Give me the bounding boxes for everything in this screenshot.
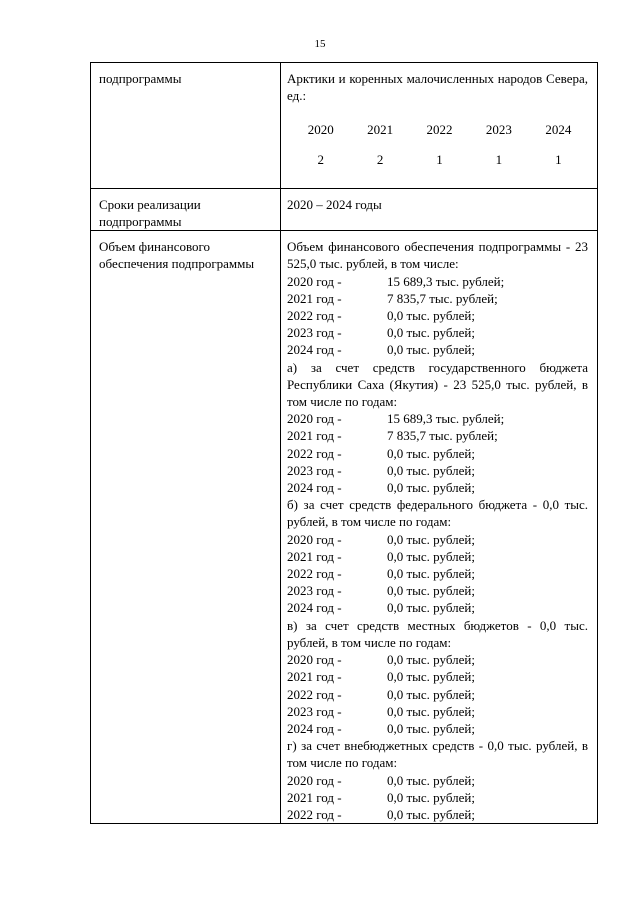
amount: 0,0 тыс. рублей; xyxy=(387,806,475,822)
indicator-text: Арктики и коренных малочисленных народов Севера, ед.: xyxy=(287,71,588,104)
amount: 0,0 тыс. рублей; xyxy=(387,772,475,788)
year-label: 2022 год - xyxy=(287,806,342,822)
amount: 0,0 тыс. рублей; xyxy=(387,462,475,478)
year-label: 2021 год - xyxy=(287,789,342,805)
year-cell: 2021 xyxy=(367,122,394,138)
amount: 0,0 тыс. рублей; xyxy=(387,480,475,496)
year-cell: 2023 xyxy=(485,122,512,138)
amount: 0,0 тыс. рублей; xyxy=(387,325,475,341)
funding-intro: Объем финансового обеспечения подпрограммы - 23 525,0 тыс. рублей, в том числе: xyxy=(287,239,588,272)
year-label: 2020 год - xyxy=(287,411,342,427)
year-label: 2021 год - xyxy=(287,290,342,306)
program-passport-table xyxy=(90,62,598,824)
year-label: 2020 год - xyxy=(287,652,342,668)
list-item xyxy=(287,531,588,548)
amount: 0,0 тыс. рублей; xyxy=(387,789,475,805)
year-label: 2021 год - xyxy=(287,428,342,444)
row-value xyxy=(281,63,598,189)
list-item xyxy=(287,290,588,307)
amount: 0,0 тыс. рублей; xyxy=(387,652,475,668)
count-cell: 2 xyxy=(317,151,324,167)
list-item xyxy=(287,307,588,324)
year-label: 2024 год - xyxy=(287,600,342,616)
amount: 0,0 тыс. рублей; xyxy=(387,583,475,599)
list-item xyxy=(287,273,588,290)
amount: 7 835,7 тыс. рублей; xyxy=(387,290,498,306)
row-label: Объем финансового обеспечения подпрограммы xyxy=(91,231,281,824)
year-label: 2022 год - xyxy=(287,445,342,461)
section-heading: б) за счет средств федерального бюджета - 0,0 тыс. рублей, в том числе по годам: xyxy=(287,497,588,530)
amount: 15 689,3 тыс. рублей; xyxy=(387,273,505,289)
amount: 7 835,7 тыс. рублей; xyxy=(387,428,498,444)
list-item xyxy=(287,410,588,427)
table-row xyxy=(91,63,598,189)
list-item xyxy=(287,703,588,720)
year-label: 2022 год - xyxy=(287,566,342,582)
year-cell: 2024 xyxy=(545,122,572,138)
year-label: 2020 год - xyxy=(287,772,342,788)
count-cell: 1 xyxy=(555,151,562,167)
amount: 0,0 тыс. рублей; xyxy=(387,342,475,358)
list-item xyxy=(287,565,588,582)
amount: 0,0 тыс. рублей; xyxy=(387,566,475,582)
section-lines xyxy=(287,410,588,496)
amount: 0,0 тыс. рублей; xyxy=(387,445,475,461)
list-item xyxy=(287,479,588,496)
amount: 15 689,3 тыс. рублей; xyxy=(387,411,505,427)
count-cell: 1 xyxy=(495,151,503,167)
amount: 0,0 тыс. рублей; xyxy=(387,720,475,736)
list-item xyxy=(287,548,588,565)
list-item xyxy=(287,324,588,341)
year-label: 2023 год - xyxy=(287,325,342,341)
year-label: 2024 год - xyxy=(287,342,342,358)
indicator-years xyxy=(287,121,588,138)
list-item xyxy=(287,686,588,703)
section-lines xyxy=(287,651,588,737)
year-label: 2022 год - xyxy=(287,308,342,324)
year-cell: 2020 xyxy=(307,122,334,138)
row-value: 2020 – 2024 годы xyxy=(281,188,598,230)
year-label: 2021 год - xyxy=(287,669,342,685)
year-label: 2024 год - xyxy=(287,720,342,736)
list-item xyxy=(287,789,588,806)
amount: 0,0 тыс. рублей; xyxy=(387,308,475,324)
list-item xyxy=(287,582,588,599)
list-item xyxy=(287,445,588,462)
section-heading: в) за счет средств местных бюджетов - 0,0 тыс. рублей, в том числе по годам: xyxy=(287,617,588,650)
year-cell: 2022 xyxy=(426,122,453,138)
section-heading: г) за счет внебюджетных средств - 0,0 тыс. рублей, в том числе по годам: xyxy=(287,738,588,771)
amount: 0,0 тыс. рублей; xyxy=(387,703,475,719)
section-lines xyxy=(287,531,588,617)
amount: 0,0 тыс. рублей; xyxy=(387,600,475,616)
year-label: 2023 год - xyxy=(287,703,342,719)
table-row xyxy=(91,231,598,824)
row-label: Сроки реализации подпрограммы xyxy=(91,188,281,230)
row-label: подпрограммы xyxy=(91,63,281,189)
amount: 0,0 тыс. рублей; xyxy=(387,686,475,702)
year-label: 2023 год - xyxy=(287,462,342,478)
amount: 0,0 тыс. рублей; xyxy=(387,548,475,564)
list-item xyxy=(287,599,588,616)
year-label: 2022 год - xyxy=(287,686,342,702)
year-label: 2024 год - xyxy=(287,480,342,496)
section-heading: а) за счет средств государственного бюджета Республики Саха (Якутия) - 23 525,0 тыс. рублей, в том числе по годам: xyxy=(287,359,588,410)
amount: 0,0 тыс. рублей; xyxy=(387,669,475,685)
list-item xyxy=(287,806,588,823)
list-item xyxy=(287,651,588,668)
list-item xyxy=(287,668,588,685)
list-item xyxy=(287,427,588,444)
row-value xyxy=(281,231,598,824)
amount: 0,0 тыс. рублей; xyxy=(387,531,475,547)
list-item xyxy=(287,772,588,789)
funding-total-lines xyxy=(287,273,588,359)
year-label: 2020 год - xyxy=(287,273,342,289)
table-row xyxy=(91,188,598,230)
year-label: 2021 год - xyxy=(287,548,342,564)
page-number: 15 xyxy=(314,38,326,50)
list-item xyxy=(287,462,588,479)
count-cell: 2 xyxy=(376,151,384,167)
count-cell: 1 xyxy=(436,151,443,167)
indicator-counts xyxy=(287,151,588,188)
section-lines xyxy=(287,772,588,824)
year-label: 2023 год - xyxy=(287,583,342,599)
list-item xyxy=(287,720,588,737)
year-label: 2020 год - xyxy=(287,531,342,547)
list-item xyxy=(287,341,588,358)
